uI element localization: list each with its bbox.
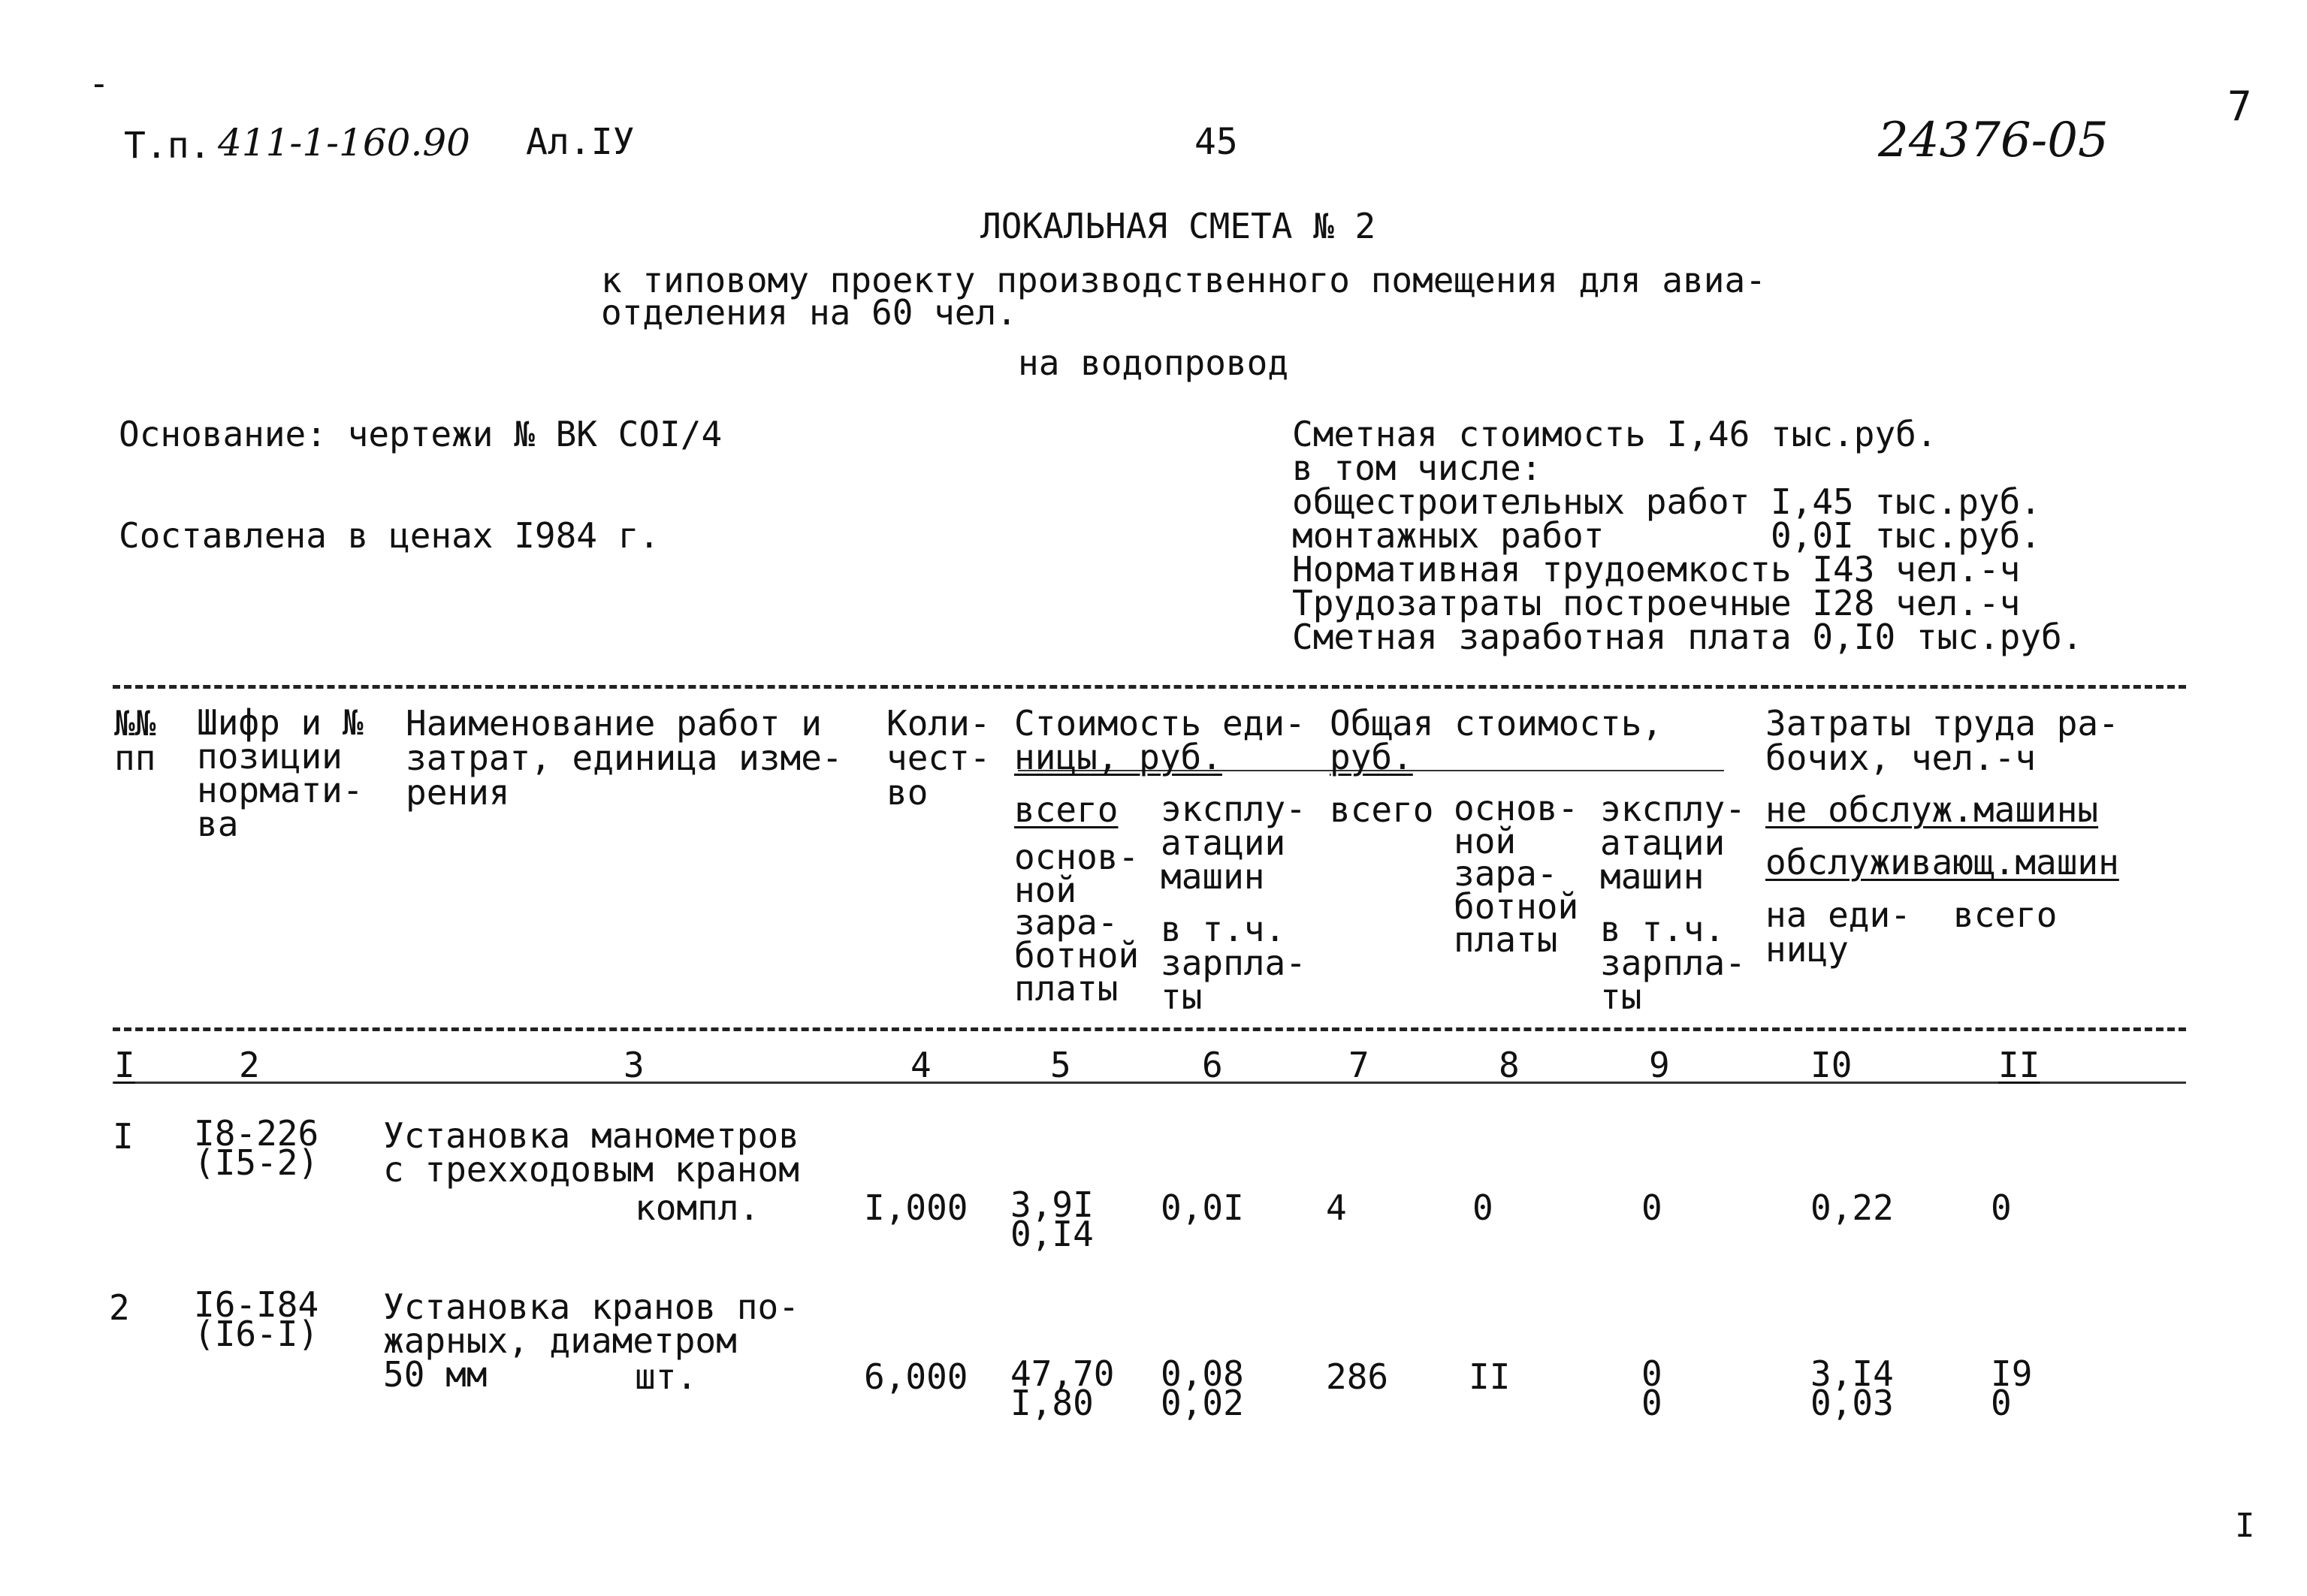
- col-header-unit-cost: Стоимость еди-: [1014, 703, 1306, 744]
- row-1-number: I: [113, 1116, 134, 1157]
- column-number: 5: [1050, 1045, 1071, 1085]
- header-bottom-rule: [113, 1027, 2186, 1031]
- column-numbers-rule: [113, 1082, 2186, 1084]
- row-1-total-machine: 0: [1641, 1187, 1662, 1228]
- estimate-title: ЛОКАЛЬНАЯ СМЕТА № 2: [980, 206, 1376, 246]
- col-header-total-wages: основ- ной зара- ботной платы: [1454, 788, 1579, 960]
- basis-text: Основание: чертежи № ВК СОI/4: [119, 414, 723, 454]
- column-number: 8: [1499, 1045, 1520, 1085]
- row-2-number: 2: [109, 1287, 130, 1328]
- column-number: 4: [910, 1045, 932, 1085]
- col-header-labor-total: всего: [1953, 895, 2058, 935]
- column-number: 9: [1649, 1045, 1670, 1085]
- col-header-total-cost-2: руб.: [1330, 737, 1413, 777]
- row-2-name: Установка кранов по- жарных, диаметром 50 мм: [383, 1287, 799, 1395]
- edge-mark: I: [2235, 1507, 2255, 1545]
- row-1-name: Установка манометров с трехходовым краном: [383, 1115, 799, 1190]
- col-header-total-machine-wages: в т.ч. зарпла- ты: [1600, 909, 1746, 1018]
- row-2-unit-machine: 0,08 0,02: [1161, 1353, 1244, 1424]
- row-1-total-wages: 0: [1472, 1187, 1493, 1228]
- col-header-unit-total: всего: [1014, 789, 1119, 830]
- labor-costs: Трудозатраты построечные I28 чел.-ч: [1292, 583, 2021, 623]
- tp-prefix: Т.п.: [124, 125, 211, 167]
- column-number: II: [1998, 1045, 2040, 1085]
- title-line-4: на водопровод: [1018, 342, 1289, 383]
- row-2-total-wages: II: [1469, 1356, 1511, 1397]
- row-2-quantity: 6,000: [864, 1356, 968, 1397]
- installation-works-cost: монтажных работ 0,0I тыс.руб.: [1292, 515, 2041, 556]
- col-header-code: Шифр и № позиции нормати- ва: [197, 702, 364, 845]
- row-1-code: I8-226 (I5-2): [194, 1113, 319, 1184]
- page-number: 45: [1194, 121, 1238, 163]
- col-header-quantity: Коли- чест- во: [886, 703, 991, 813]
- labor-intensity: Нормативная трудоемкость I43 чел.-ч: [1292, 549, 2021, 590]
- col-header-unit-wages: основ- ной зара- ботной платы: [1014, 837, 1140, 1009]
- col-header-number: №№ пп: [114, 703, 156, 778]
- column-number: 6: [1202, 1045, 1223, 1085]
- col-header-unit-machine-wages: в т.ч. зарпла- ты: [1161, 909, 1306, 1018]
- col-header-total: всего: [1330, 789, 1434, 830]
- col-header-labor-not-machine: не обслуж.машины: [1765, 789, 2099, 830]
- col-header-labor-machine: обслуживающ.машин: [1765, 842, 2119, 882]
- col-header-total-machine: эксплу- атации машин: [1600, 789, 1746, 898]
- row-1-unit-cost: 3,9I 0,I4: [1010, 1184, 1094, 1255]
- column-number: 7: [1348, 1045, 1369, 1085]
- estimate-cost: Сметная стоимость I,46 тыс.руб.: [1292, 414, 1937, 454]
- column-number: I0: [1810, 1045, 1853, 1085]
- column-number: 3: [624, 1045, 645, 1085]
- table-top-rule: [113, 685, 2186, 689]
- including-label: в том числе:: [1292, 448, 1542, 488]
- row-1-quantity: I,000: [864, 1187, 968, 1228]
- album-label: Ал.IУ: [526, 121, 635, 163]
- wage-fund: Сметная заработная плата 0,I0 тыс.руб.: [1292, 617, 2083, 657]
- title-line-3: отделения на 60 чел.: [601, 292, 1017, 333]
- title-line-2: к типовому проекту производственного помещения для авиа-: [601, 260, 1766, 300]
- row-1-labor-per-unit: 0,22: [1810, 1187, 1894, 1228]
- column-number: 2: [239, 1045, 260, 1085]
- col-header-unit-machine: эксплу- атации машин: [1161, 789, 1306, 898]
- row-2-labor-total: I9 0: [1991, 1353, 2033, 1424]
- tp-number: 411-1-160.90: [218, 121, 470, 164]
- row-1-unit: компл.: [635, 1187, 760, 1228]
- col-header-name: Наименование работ и затрат, единица изме- рения: [406, 703, 843, 813]
- col-header-labor: Затраты труда ра- бочих, чел.-ч: [1765, 703, 2119, 778]
- row-1-unit-machine: 0,0I: [1161, 1187, 1244, 1228]
- corner-mark: 7: [2227, 83, 2252, 130]
- row-2-labor-per-unit: 3,I4 0,03: [1810, 1353, 1894, 1424]
- document-code: 24376-05: [1878, 113, 2109, 168]
- col-header-unit-cost-2: ницы, руб.: [1014, 737, 1222, 777]
- general-works-cost: общестроительных работ I,45 тыс.руб.: [1292, 481, 2041, 522]
- row-1-labor-total: 0: [1991, 1187, 2012, 1228]
- prices-text: Составлена в ценах I984 г.: [119, 515, 660, 556]
- row-1-total: 4: [1326, 1187, 1347, 1228]
- row-2-total: 286: [1326, 1356, 1389, 1397]
- row-2-unit: шт.: [635, 1356, 698, 1397]
- col-header-total-cost: Общая стоимость,: [1330, 703, 1663, 744]
- corner-dash: -: [89, 63, 110, 104]
- row-2-code: I6-I84 (I6-I): [194, 1284, 319, 1355]
- row-2-total-machine: 0 0: [1641, 1353, 1662, 1424]
- row-2-unit-cost: 47,70 I,80: [1010, 1353, 1115, 1424]
- col-header-labor-per-unit: на еди- ницу: [1765, 895, 1911, 970]
- column-number: I: [114, 1045, 135, 1085]
